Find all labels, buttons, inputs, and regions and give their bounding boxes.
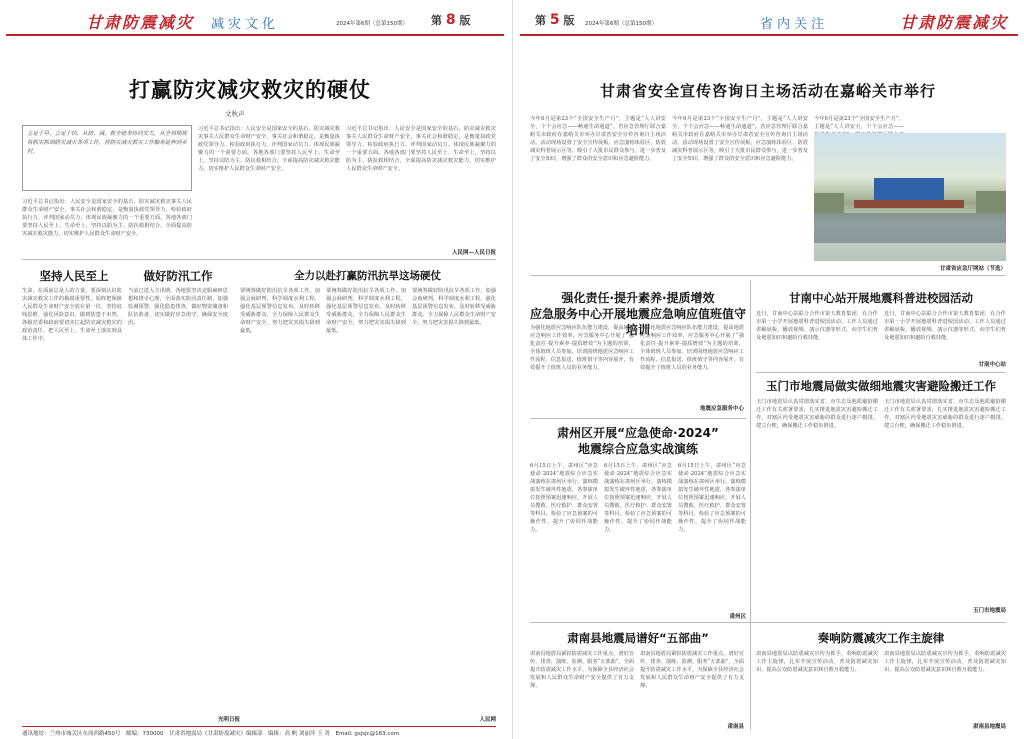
right-a3-body-2: 近日，甘南中心站联合合作市第五教育集团，在合作市第一小学开展地震科普进校园活动。工作人员通过讲解展板、播放视频、演示仪器等形式，向学生们普及地震知识和避险自救技能。 xyxy=(884,311,1006,341)
right-a3-source: 甘南中心站 xyxy=(978,362,1006,368)
right-main-body-1: 今年6月是第23个“全国安全生产月”，主题是“人人讲安全，个个会应急——畅通生命通道”。省应急管理厅联合嘉峪关市政府在嘉峪关市举办甘肃省安全宣传咨询日主场活动。活动现场设置了安全宣传展板、应急演练体验区、防震减灾科普展示区等，吸引了大批市民群众参与，进一步普及了安全知识，增强了群众的安全意识和应急避险能力。 xyxy=(530,116,666,162)
left-col1-body: 生命，在面前总是人的力量。要深刻认识防灾减灾救灾工作的极端重要性，始终把保障人民群众生命财产安全放在第一位，坚持底线思维，强化风险意识，做到防患于未然。各级党委和政府要切实扛起防灾减灾救灾的政治责任，把人民至上、生命至上落实到具体工作中。 xyxy=(22,288,122,342)
right-a5-body-2: 肃南县地震局紧扣防震减灾工作重点，谱好宣传、排查、演练、监测、服务“五部曲”，全面提升防震减灾工作水平，为保障全县经济社会发展和人民群众生命财产安全提供了有力支撑。 xyxy=(640,651,744,689)
right-header xyxy=(520,6,1018,36)
right-a2-body-2: 6月15日上午，肃州区“应急使命·2024”地震综合应急实战演练在肃州区举行。演练模拟发生破坏性地震，各参演单位按照预案迅速响应，开展人员搜救、医疗救护、群众安置等科目，检验了应急预案的可操作性，提升了协同作战能力。 xyxy=(604,463,672,533)
left-main-title: 打赢防灾减灾救灾的硬仗 xyxy=(129,78,371,102)
right-a6-body-1: 肃南县地震局以防震减灾宣传为抓手，奏响防震减灾工作主旋律，扎实开展宣传活动，普及防震减灾知识，提高公众防震减灾意识和自救互救能力。 xyxy=(756,651,878,673)
right-page-number: 第 5 版 xyxy=(535,12,575,28)
right-divider-a1 xyxy=(530,418,746,419)
right-section-tag: 省内关注 xyxy=(760,17,829,32)
right-a2-title: 肃州区开展“应急使命·2024” 地震综合应急实战演练 xyxy=(557,426,719,456)
right-a5-source: 肃南县 xyxy=(727,724,744,730)
left-col3-title: 全力以赴打赢防汛抗旱这场硬仗 xyxy=(294,270,441,282)
left-footer: 通讯地址：兰州市城关区东岗西路450号 邮编：730000 甘肃省地震局《甘肃防震减灾》编辑部 编辑：高 帆 刘丽萍 王 菁 Email: gsjsjc@163.com xyxy=(22,726,496,737)
right-date-line: 2024年第6期（总第150期） xyxy=(585,21,657,27)
left-col2-source: 光明日报 xyxy=(217,717,240,723)
left-page-number: 第 8 版 xyxy=(431,12,471,28)
right-a1-title: 强化责任·提升素养·提质增效 应急服务中心开展地震应急响应值班值守培训 xyxy=(530,291,747,337)
left-col2-title: 做好防汛工作 xyxy=(143,269,213,283)
right-a2-body-1: 6月15日上午，肃州区“应急使命·2024”地震综合应急实战演练在肃州区举行。演练模拟发生破坏性地震，各参演单位按照预案迅速响应，开展人员搜救、医疗救护、群众安置等科目，检验了应急预案的可操作性，提升了协同作战能力。 xyxy=(530,463,598,533)
left-date-line: 2024年第6期（总第150期） xyxy=(336,21,408,27)
right-main-body-3: 今年6月是第23个“全国安全生产月”，主题是“人人讲安全，个个会应急—— xyxy=(814,116,904,130)
event-photo xyxy=(814,133,1006,261)
right-a1-source: 地震应急服务中心 xyxy=(699,406,744,412)
left-main-author: 文秋声 xyxy=(225,110,245,118)
right-a3-title: 甘南中心站开展地震科普进校园活动 xyxy=(789,291,973,305)
right-a5-body-1: 肃南县地震局紧扣防震减灾工作重点，谱好宣传、排查、演练、监测、服务“五部曲”，全面提升防震减灾工作水平，为保障全县经济社会发展和人民群众生命财产安全提供了有力支撑。 xyxy=(530,651,634,689)
left-main-source: 人民网—人民日报 xyxy=(451,250,496,256)
left-section-tag: 减灾文化 xyxy=(211,17,280,32)
right-a4-body-2: 玉门市地震局认真贯彻落实省、市生态及地质避险搬迁工作有关部署要求，扎实推进地震灾害避险搬迁工作，对辖区内受地震灾害威胁的群众进行逐户摸排，建立台账，确保搬迁工作稳步推进。 xyxy=(884,399,1006,429)
left-main-body-1: 习近平总书记指出：人民安全是国家安全的基石。防灾减灾救灾事关人民群众生命财产安全，事关社会和谐稳定，是衡量执政党领导力、检验政府执行力、评判国家动员力、体现民族凝聚力的一个重要方面。各地各部门要坚持人民至上、生命至上，坚持以防为主、防抗救相结合，全面提高防灾减灾救灾能力，切实维护人民群众生命财产安全。 xyxy=(22,199,192,237)
right-photo-caption: 甘肃省应急厅网站（节选） xyxy=(939,266,1006,272)
right-a2-body-3: 6月15日上午，肃州区“应急使命·2024”地震综合应急实战演练在肃州区举行。演练模拟发生破坏性地震，各参演单位按照预案迅速响应，开展人员搜救、医疗救护、群众安置等科目，检验了应急预案的可操作性，提升了协同作战能力。 xyxy=(678,463,746,533)
right-a4-title: 玉门市地震局做实做细地震灾害避险搬迁工作 xyxy=(766,379,996,393)
left-main-body-3: 习近平总书记指出：人民安全是国家安全的基石。防灾减灾救灾事关人民群众生命财产安全，事关社会和谐稳定，是衡量执政党领导力、检验政府执行力、评判国家动员力、体现民族凝聚力的一个重要方面。各地各部门要坚持人民至上、生命至上，坚持以防为主、防抗救相结合，全面提高防灾减灾救灾能力，切实维护人民群众生命财产安全。 xyxy=(346,126,496,172)
left-divider xyxy=(22,259,496,260)
page-gutter xyxy=(512,0,513,739)
right-a5-title: 肃南县地震局谱好“五部曲” xyxy=(567,631,709,645)
left-col1-title: 坚持人民至上 xyxy=(39,269,109,283)
right-masthead: 甘肃防震减灾 xyxy=(900,13,1009,32)
left-intro-text: 立足于早、立足于快、从防、减、救全链条协同发力，从全周期视角抓实抓细防灾减灾各项工作，将防灾减灾救灾工作触角延伸到乡村。 xyxy=(27,131,187,155)
right-a4-body-1: 玉门市地震局认真贯彻落实省、市生态及地质避险搬迁工作有关部署要求，扎实推进地震灾害避险搬迁工作，对辖区内受地震灾害威胁的群众进行逐户摸排，建立台账，确保搬迁工作稳步推进。 xyxy=(756,399,878,429)
right-a6-body-2: 肃南县地震局以防震减灾宣传为抓手，奏响防震减灾工作主旋律，扎实开展宣传活动，普及防震减灾知识，提高公众防震减灾意识和自救互救能力。 xyxy=(884,651,1006,673)
right-divider xyxy=(530,275,1006,276)
left-masthead: 甘肃防震减灾 xyxy=(86,13,195,32)
right-a6-source: 肃南县地震局 xyxy=(972,724,1006,730)
right-a6-title: 奏响防震减灾工作主旋律 xyxy=(817,631,945,645)
right-col-rule xyxy=(750,280,751,730)
right-main-title: 甘肃省安全宣传咨询日主场活动在嘉峪关市举行 xyxy=(599,82,936,100)
right-divider-bottom xyxy=(530,622,1006,623)
left-col2-body: 当前已进入主汛期，各地要坚决克服麻痹思想和侥幸心理，全面落实防汛责任制，加强监测预警，强化隐患排查，做好物资储备和队伍准备，切实做好应急值守，确保安全度汛。 xyxy=(128,288,228,326)
left-header xyxy=(6,6,504,36)
right-a1-body-2: 为强化地震应急响应队伍能力建设，提高地震应急响应工作效率，应急服务中心开展了“强化责任·提升素养·提质增效”为主题的培训，全体值班人员参加。培训围绕地震应急响应工作流程、信息报送、值班值守等内容展开，有效提升了值班人员的业务能力。 xyxy=(640,325,744,371)
left-col3-body-3: 要统筹做好防汛抗旱各项工作，加强会商研判，科学调度水利工程，强化基层预警信息发布，及时转移受威胁群众，全力保障人民群众生命财产安全，努力把灾害损失降到最低。 xyxy=(412,288,496,326)
left-col3-source: 人民网 xyxy=(479,717,496,723)
right-a2-source: 肃州区 xyxy=(729,614,746,620)
right-a3-body-1: 近日，甘南中心站联合合作市第五教育集团，在合作市第一小学开展地震科普进校园活动。工作人员通过讲解展板、播放视频、演示仪器等形式，向学生们普及地震知识和避险自救技能。 xyxy=(756,311,878,341)
left-intro-box xyxy=(22,125,192,191)
left-main-body-2: 习近平总书记指出：人民安全是国家安全的基石。防灾减灾救灾事关人民群众生命财产安全，事关社会和谐稳定，是衡量执政党领导力、检验政府执行力、评判国家动员力、体现民族凝聚力的一个重要方面。各地各部门要坚持人民至上、生命至上，坚持以防为主、防抗救相结合，全面提高防灾减灾救灾能力，切实维护人民群众生命财产安全。 xyxy=(198,126,340,172)
right-a1-body-1: 为强化地震应急响应队伍能力建设，提高地震应急响应工作效率，应急服务中心开展了“强化责任·提升素养·提质增效”为主题的培训，全体值班人员参加。培训围绕地震应急响应工作流程、信息报送、值班值守等内容展开，有效提升了值班人员的业务能力。 xyxy=(530,325,634,371)
right-a4-source: 玉门市地震局 xyxy=(972,608,1006,614)
right-main-body-2: 今年6月是第23个“全国安全生产月”，主题是“人人讲安全，个个会应急——畅通生命通道”。省应急管理厅联合嘉峪关市政府在嘉峪关市举办甘肃省安全宣传咨询日主场活动。活动现场设置了安全宣传展板、应急演练体验区、防震减灾科普展示区等，吸引了大批市民群众参与，进一步普及了安全知识，增强了群众的安全意识和应急避险能力。 xyxy=(672,116,808,162)
stage-photo-icon xyxy=(814,133,1006,261)
left-col3-body-2: 要统筹做好防汛抗旱各项工作，加强会商研判，科学调度水利工程，强化基层预警信息发布，及时转移受威胁群众，全力保障人民群众生命财产安全，努力把灾害损失降到最低。 xyxy=(326,288,406,334)
left-col3-body-1: 要统筹做好防汛抗旱各项工作，加强会商研判，科学调度水利工程，强化基层预警信息发布，及时转移受威胁群众，全力保障人民群众生命财产安全，努力把灾害损失降到最低。 xyxy=(240,288,320,334)
right-divider-a3 xyxy=(756,372,1006,373)
